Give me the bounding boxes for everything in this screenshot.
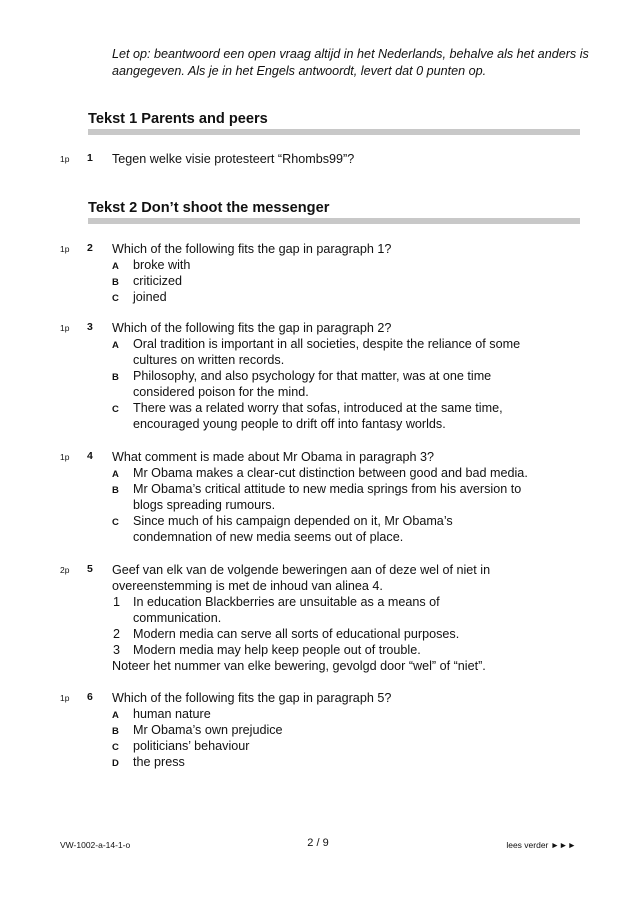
question-number: 6 [87, 691, 93, 703]
question-number: 5 [87, 563, 93, 575]
option-letter: A [112, 469, 119, 480]
option-text: Mr Obama makes a clear-cut distinction between good and bad media. [133, 466, 528, 480]
question-points: 1p [60, 154, 70, 164]
option-letter: C [112, 404, 119, 415]
option-text: the press [133, 755, 185, 769]
answer-option-b [112, 722, 582, 738]
option-text: Mr Obama’s own prejudice [133, 723, 283, 737]
question-stem: Which of the following fits the gap in paragraph 5? [112, 691, 392, 705]
exam-code: VW-1002-a-14-1-o [60, 840, 131, 850]
option-text: joined [133, 290, 167, 304]
option-text: blogs spreading rumours. [133, 498, 276, 512]
question-points: 1p [60, 323, 70, 333]
statement-number: 2 [113, 627, 121, 641]
answer-option-d [112, 754, 582, 770]
statement-number: 1 [113, 595, 121, 609]
option-letter: C [112, 517, 119, 528]
option-letter: D [112, 758, 119, 769]
statement-3 [112, 642, 582, 658]
option-letter: B [112, 277, 119, 288]
question-points: 1p [60, 693, 70, 703]
answer-option-b [112, 368, 582, 400]
question-stem: Which of the following fits the gap in paragraph 2? [112, 321, 392, 335]
option-text: human nature [133, 707, 211, 721]
option-text: cultures on written records. [133, 353, 285, 367]
question-number: 3 [87, 321, 93, 333]
option-text: Since much of his campaign depended on it, Mr Obama’s [133, 514, 453, 528]
option-text: Oral tradition is important in all societies, despite the reliance of some [133, 337, 521, 351]
option-letter: A [112, 710, 119, 721]
option-text: broke with [133, 258, 191, 272]
statement-text: Modern media can serve all sorts of educational purposes. [133, 627, 460, 641]
question-points: 2p [60, 565, 70, 575]
answer-option-c [112, 513, 582, 545]
option-letter: C [112, 293, 119, 304]
question-points: 1p [60, 452, 70, 462]
question-number: 4 [87, 450, 93, 462]
question-stem: Geef van elk van de volgende beweringen aan of deze wel of niet in [112, 563, 491, 577]
section-title-tekst-1: Tekst 1 Parents and peers [88, 111, 268, 127]
option-text: considered poison for the mind. [133, 385, 309, 399]
option-letter: A [112, 261, 119, 272]
option-text: politicians’ behaviour [133, 739, 250, 753]
section-rule [88, 129, 580, 135]
question-number: 2 [87, 242, 93, 254]
answer-option-b [112, 481, 582, 513]
statement-2 [112, 626, 582, 642]
question-stem: What comment is made about Mr Obama in paragraph 3? [112, 450, 434, 464]
option-text: Philosophy, and also psychology for that matter, was at one time [133, 369, 492, 383]
section-title-tekst-2: Tekst 2 Don’t shoot the messenger [88, 200, 330, 216]
question-instruction: Noteer het nummer van elke bewering, gevolgd door “wel” of “niet”. [112, 659, 486, 673]
continue-label: lees verder ►►► [506, 840, 576, 850]
answer-option-a [112, 257, 582, 273]
option-letter: B [112, 726, 119, 737]
option-text: encouraged young people to drift off into fantasy worlds. [133, 417, 446, 431]
answer-option-a [112, 706, 582, 722]
statement-text: communication. [133, 611, 222, 625]
answer-option-c [112, 289, 582, 305]
answer-language-notice: Let op: beantwoord een open vraag altijd in het Nederlands, behalve als het anders is aangegeven. Als je in het Engels antwoordt, levert dat 0 punten op. [112, 47, 589, 78]
answer-option-a [112, 465, 582, 481]
option-letter: C [112, 742, 119, 753]
answer-option-a [112, 336, 582, 368]
statement-text: In education Blackberries are unsuitable as a means of [133, 595, 440, 609]
question-number: 1 [87, 152, 93, 164]
statement-text: Modern media may help keep people out of trouble. [133, 643, 421, 657]
answer-option-c [112, 738, 582, 754]
question-points: 1p [60, 244, 70, 254]
option-text: There was a related worry that sofas, introduced at the same time, [133, 401, 503, 415]
section-rule [88, 218, 580, 224]
option-letter: A [112, 340, 119, 351]
option-text: Mr Obama’s critical attitude to new media springs from his aversion to [133, 482, 522, 496]
statement-number: 3 [113, 643, 121, 657]
question-stem: overeenstemming is met de inhoud van alinea 4. [112, 579, 383, 593]
answer-option-b [112, 273, 582, 289]
option-letter: B [112, 372, 119, 383]
question-stem: Which of the following fits the gap in paragraph 1? [112, 242, 392, 256]
answer-option-c [112, 400, 582, 432]
page-number: 2 / 9 [307, 837, 329, 849]
question-stem: Tegen welke visie protesteert “Rhombs99”? [112, 152, 355, 166]
option-text: condemnation of new media seems out of place. [133, 530, 404, 544]
option-text: criticized [133, 274, 182, 288]
statement-1 [112, 594, 582, 626]
option-letter: B [112, 485, 119, 496]
